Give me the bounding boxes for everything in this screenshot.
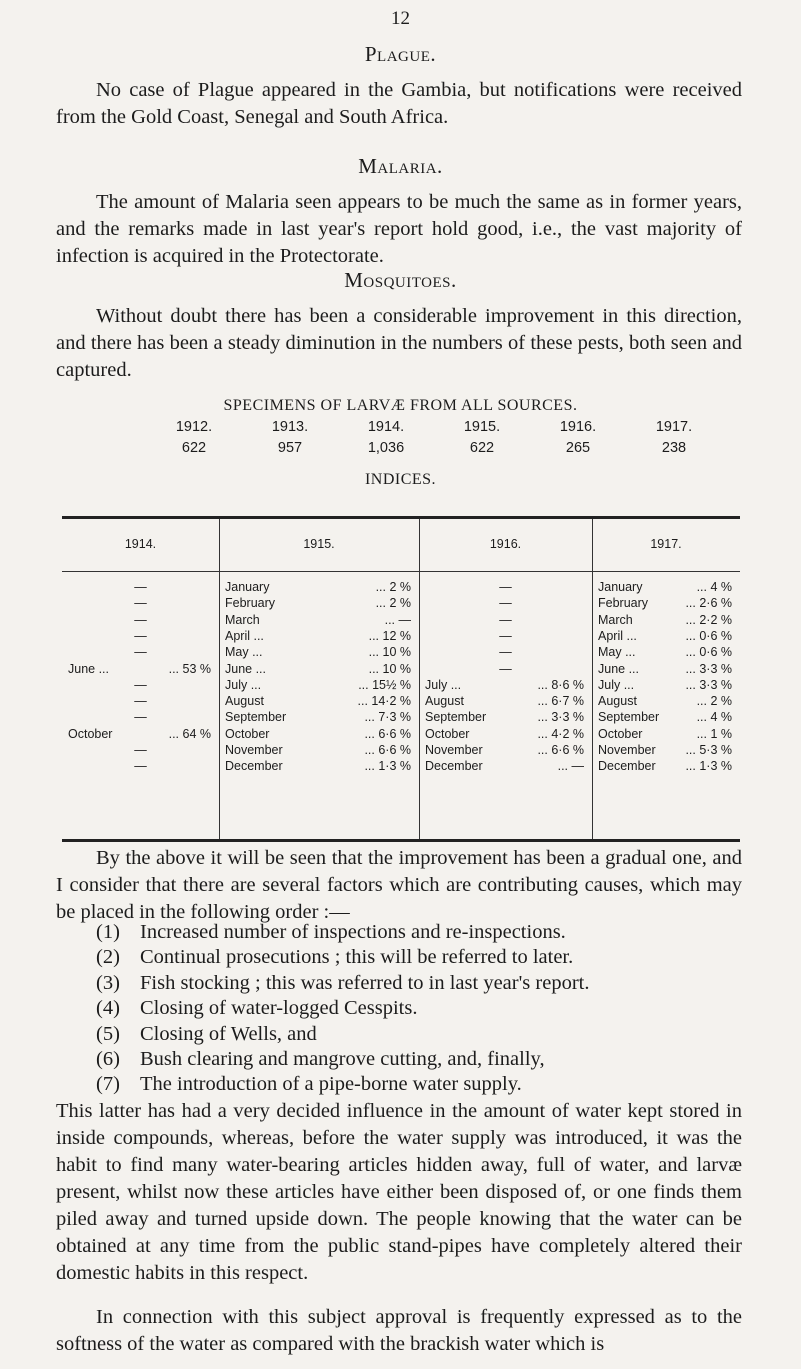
month-label: February (598, 596, 649, 611)
table-row (419, 580, 592, 594)
table-row (592, 629, 740, 643)
index-value: — (499, 612, 512, 627)
index-value: — (134, 628, 147, 643)
list-item-text: Fish stocking ; this was referred to in last year's report. (140, 971, 590, 994)
list-item-number: (2) (96, 946, 120, 969)
month-label: August (598, 694, 637, 709)
table-row (219, 678, 419, 692)
index-value: ... 6·7 % (537, 694, 584, 709)
index-value: ... 1·3 % (685, 759, 732, 774)
month-label: June ... (225, 661, 266, 676)
index-value: ... 2 % (375, 596, 411, 611)
list-item-number: (6) (96, 1048, 120, 1070)
specimens-years-row (154, 419, 714, 435)
table-row (419, 694, 592, 708)
index-value: ... 14·2 % (357, 694, 411, 709)
table-row (62, 694, 219, 708)
month-label: December (425, 759, 483, 774)
table-row (419, 743, 592, 757)
index-value: — (499, 645, 512, 660)
table-row (219, 743, 419, 757)
table-row (592, 645, 740, 659)
table-row (419, 727, 592, 741)
indices-column (219, 519, 419, 839)
month-label: July ... (425, 677, 462, 692)
indices-table (62, 516, 740, 842)
indices-column-year: 1914. (124, 537, 157, 551)
index-value: — (134, 743, 147, 757)
list-item-number: (3) (96, 971, 120, 994)
month-label: February (225, 596, 276, 611)
list-item-text: Closing of water-logged Cesspits. (140, 997, 418, 1020)
specimens-title: SPECIMENS OF LARVÆ FROM ALL SOURCES. (223, 397, 578, 414)
index-value: — (134, 677, 147, 692)
index-value: ... 53 % (168, 661, 211, 676)
indices-column (592, 519, 740, 839)
index-value: ... 1·3 % (364, 759, 411, 774)
index-value: — (499, 661, 512, 676)
table-row (592, 613, 740, 627)
table-row (419, 759, 592, 773)
table-row (592, 759, 740, 773)
table-row (219, 596, 419, 610)
specimen-count: 1,036 (367, 440, 405, 456)
month-label: October (225, 726, 270, 741)
month-label: May ... (598, 645, 636, 660)
index-value: ... 3·3 % (537, 710, 584, 725)
index-value: ... 0·6 % (685, 645, 732, 660)
plague-heading: Plague. (364, 42, 437, 66)
month-label: March (225, 612, 260, 627)
indices-column-year: 1917. (650, 537, 682, 551)
month-label: October (598, 726, 643, 741)
month-label: August (225, 694, 264, 709)
index-value: ... 4 % (696, 580, 732, 594)
table-row (419, 596, 592, 610)
mosquitoes-heading: Mosquitoes. (344, 268, 457, 292)
table-row (219, 629, 419, 643)
index-value: — (134, 759, 147, 774)
index-value: ... 8·6 % (537, 677, 584, 692)
table-row (419, 678, 592, 692)
table-row (219, 710, 419, 724)
list-item (96, 1073, 522, 1096)
indices-column-year: 1916. (489, 537, 522, 551)
month-label: December (225, 759, 283, 774)
month-label: June ... (68, 661, 109, 676)
list-item (96, 946, 573, 969)
index-value: ... 3·3 % (685, 677, 732, 692)
index-value: ... 2 % (375, 580, 411, 594)
table-row (219, 645, 419, 659)
column-divider (419, 519, 420, 839)
month-label: November (425, 743, 483, 757)
table-row (62, 678, 219, 692)
month-label: January (225, 580, 270, 594)
indices-title: INDICES. (364, 471, 437, 488)
list-item-number: (4) (96, 997, 120, 1020)
table-row (62, 596, 219, 610)
specimens-counts-row (154, 440, 714, 456)
list-item-number: (1) (96, 921, 120, 943)
list-item-number: (5) (96, 1022, 120, 1045)
final-paragraph: In connection with this subject approval is frequently expressed as to the softness of the water as compared with the brackish water which is (56, 1306, 742, 1355)
specimen-year: 1913. (271, 419, 309, 435)
index-value: — (499, 580, 512, 594)
index-value: — (134, 694, 147, 709)
indices-column (62, 519, 219, 839)
table-row (219, 580, 419, 594)
specimen-year: 1914. (367, 419, 405, 435)
index-value: ... 2·2 % (685, 612, 732, 627)
table-row (62, 662, 219, 676)
column-divider (219, 519, 220, 839)
table-row (592, 678, 740, 692)
table-row (592, 580, 740, 594)
index-value: — (134, 710, 147, 725)
table-row (419, 613, 592, 627)
index-value: ... 6·6 % (364, 726, 411, 741)
index-value: ... 2·6 % (685, 596, 732, 611)
index-value: — (499, 628, 512, 643)
plague-paragraph: No case of Plague appeared in the Gambia, but notifications were received from the Gold Coast, Senegal and South Africa. (56, 79, 742, 128)
table-row (62, 580, 219, 594)
index-value: ... 3·3 % (685, 661, 732, 676)
index-value: ... 10 % (368, 645, 411, 660)
index-value: ... 7·3 % (364, 710, 411, 725)
list-item-text: Bush clearing and mangrove cutting, and, finally, (140, 1048, 545, 1070)
index-value: — (134, 580, 147, 594)
list-item (96, 921, 566, 944)
month-label: June ... (598, 661, 639, 676)
table-row (592, 727, 740, 741)
month-label: August (425, 694, 464, 709)
indices-column-year: 1915. (303, 537, 335, 551)
month-label: April ... (225, 628, 264, 643)
table-row (219, 613, 419, 627)
specimen-count: 622 (469, 440, 495, 456)
specimen-count: 957 (277, 440, 303, 456)
index-value: ... 64 % (168, 726, 211, 741)
table-row (219, 662, 419, 676)
table-row (62, 759, 219, 773)
list-item (96, 997, 417, 1020)
index-value: ... 4·2 % (537, 726, 584, 741)
specimen-count: 265 (565, 440, 591, 456)
month-label: May ... (225, 645, 263, 660)
index-value: ... 0·6 % (685, 628, 732, 643)
malaria-heading: Malaria. (358, 154, 443, 178)
specimen-year: 1912. (175, 419, 213, 435)
table-row (592, 743, 740, 757)
month-label: July ... (598, 677, 635, 692)
list-item-text: Increased number of inspections and re-inspections. (140, 921, 566, 943)
month-label: December (598, 759, 656, 774)
month-label: January (598, 580, 643, 594)
table-row (419, 629, 592, 643)
index-value: ... 6·6 % (537, 743, 584, 757)
index-value: ... 12 % (368, 628, 411, 643)
table-row (592, 694, 740, 708)
specimen-year: 1916. (559, 419, 597, 435)
table-row (219, 727, 419, 741)
month-label: November (225, 743, 283, 757)
specimen-year: 1917. (655, 419, 693, 435)
table-row (419, 662, 592, 676)
mosquitoes-paragraph: Without doubt there has been a considerable improvement in this direction, and there has been a steady diminution in the numbers of these pests, both seen and captured. (56, 305, 742, 381)
index-value: ... 10 % (368, 661, 411, 676)
index-value: — (134, 645, 147, 660)
column-divider (592, 519, 593, 839)
list-item (96, 972, 589, 995)
table-row (419, 710, 592, 724)
specimen-count: 238 (661, 440, 687, 456)
table-row (62, 613, 219, 627)
conclusion-intro: By the above it will be seen that the improvement has been a gradual one, and I consider that there are several factors which are contributing causes, which may be placed in the following order :— (56, 847, 742, 923)
month-label: September (598, 710, 660, 725)
table-row (62, 710, 219, 724)
table-row (592, 710, 740, 724)
index-value: — (134, 612, 147, 627)
month-label: September (225, 710, 287, 725)
table-row (62, 727, 219, 741)
list-item-number: (7) (96, 1073, 120, 1096)
index-value: ... 15½ % (358, 677, 411, 692)
table-row (219, 759, 419, 773)
month-label: March (598, 612, 633, 627)
month-label: October (425, 726, 470, 741)
index-value: — (499, 596, 512, 611)
month-label: July ... (225, 677, 262, 692)
month-label: November (598, 743, 656, 757)
list-item (96, 1048, 545, 1071)
table-row (62, 743, 219, 757)
index-value: ... — (384, 612, 411, 627)
indices-column (419, 519, 592, 839)
index-value: — (134, 596, 147, 611)
specimen-count: 622 (181, 440, 207, 456)
index-value: ... 2 % (696, 694, 732, 709)
table-row (419, 645, 592, 659)
table-row (592, 596, 740, 610)
malaria-paragraph: The amount of Malaria seen appears to be much the same as in former years, and the remarks made in last year's report hold good, i.e., the vast majority of infection is acquired in the Protectorate. (56, 191, 742, 267)
list-item (96, 1023, 317, 1046)
index-value: ... 1 % (696, 726, 732, 741)
month-label: April ... (598, 628, 637, 643)
index-value: ... 4 % (696, 710, 732, 725)
index-value: ... 5·3 % (685, 743, 732, 757)
table-row (592, 662, 740, 676)
table-row (62, 645, 219, 659)
index-value: ... — (557, 759, 584, 774)
index-value: ... 6·6 % (364, 743, 411, 757)
list-item-text: Closing of Wells, and (140, 1022, 317, 1045)
page-number: 12 (391, 8, 410, 29)
specimen-year: 1915. (463, 419, 501, 435)
month-label: September (425, 710, 487, 725)
list-item-text: Continual prosecutions ; this will be referred to later. (140, 946, 574, 969)
table-row (62, 629, 219, 643)
list-item-text: The introduction of a pipe-borne water supply. (140, 1073, 522, 1096)
table-row (219, 694, 419, 708)
month-label: October (68, 726, 113, 741)
water-supply-paragraph: This latter has had a very decided influence in the amount of water kept stored in inside compounds, whereas, before the water supply was introduced, it was the habit to find many water-bearing articles hidden away, full of water, and larvæ present, whilst now these articles have either been disposed of, or one finds them piled away and turned upside down. The people knowing that the water can be obtained at any time from the public stand-pipes have completely altered their domestic habits in this respect. (56, 1100, 742, 1284)
